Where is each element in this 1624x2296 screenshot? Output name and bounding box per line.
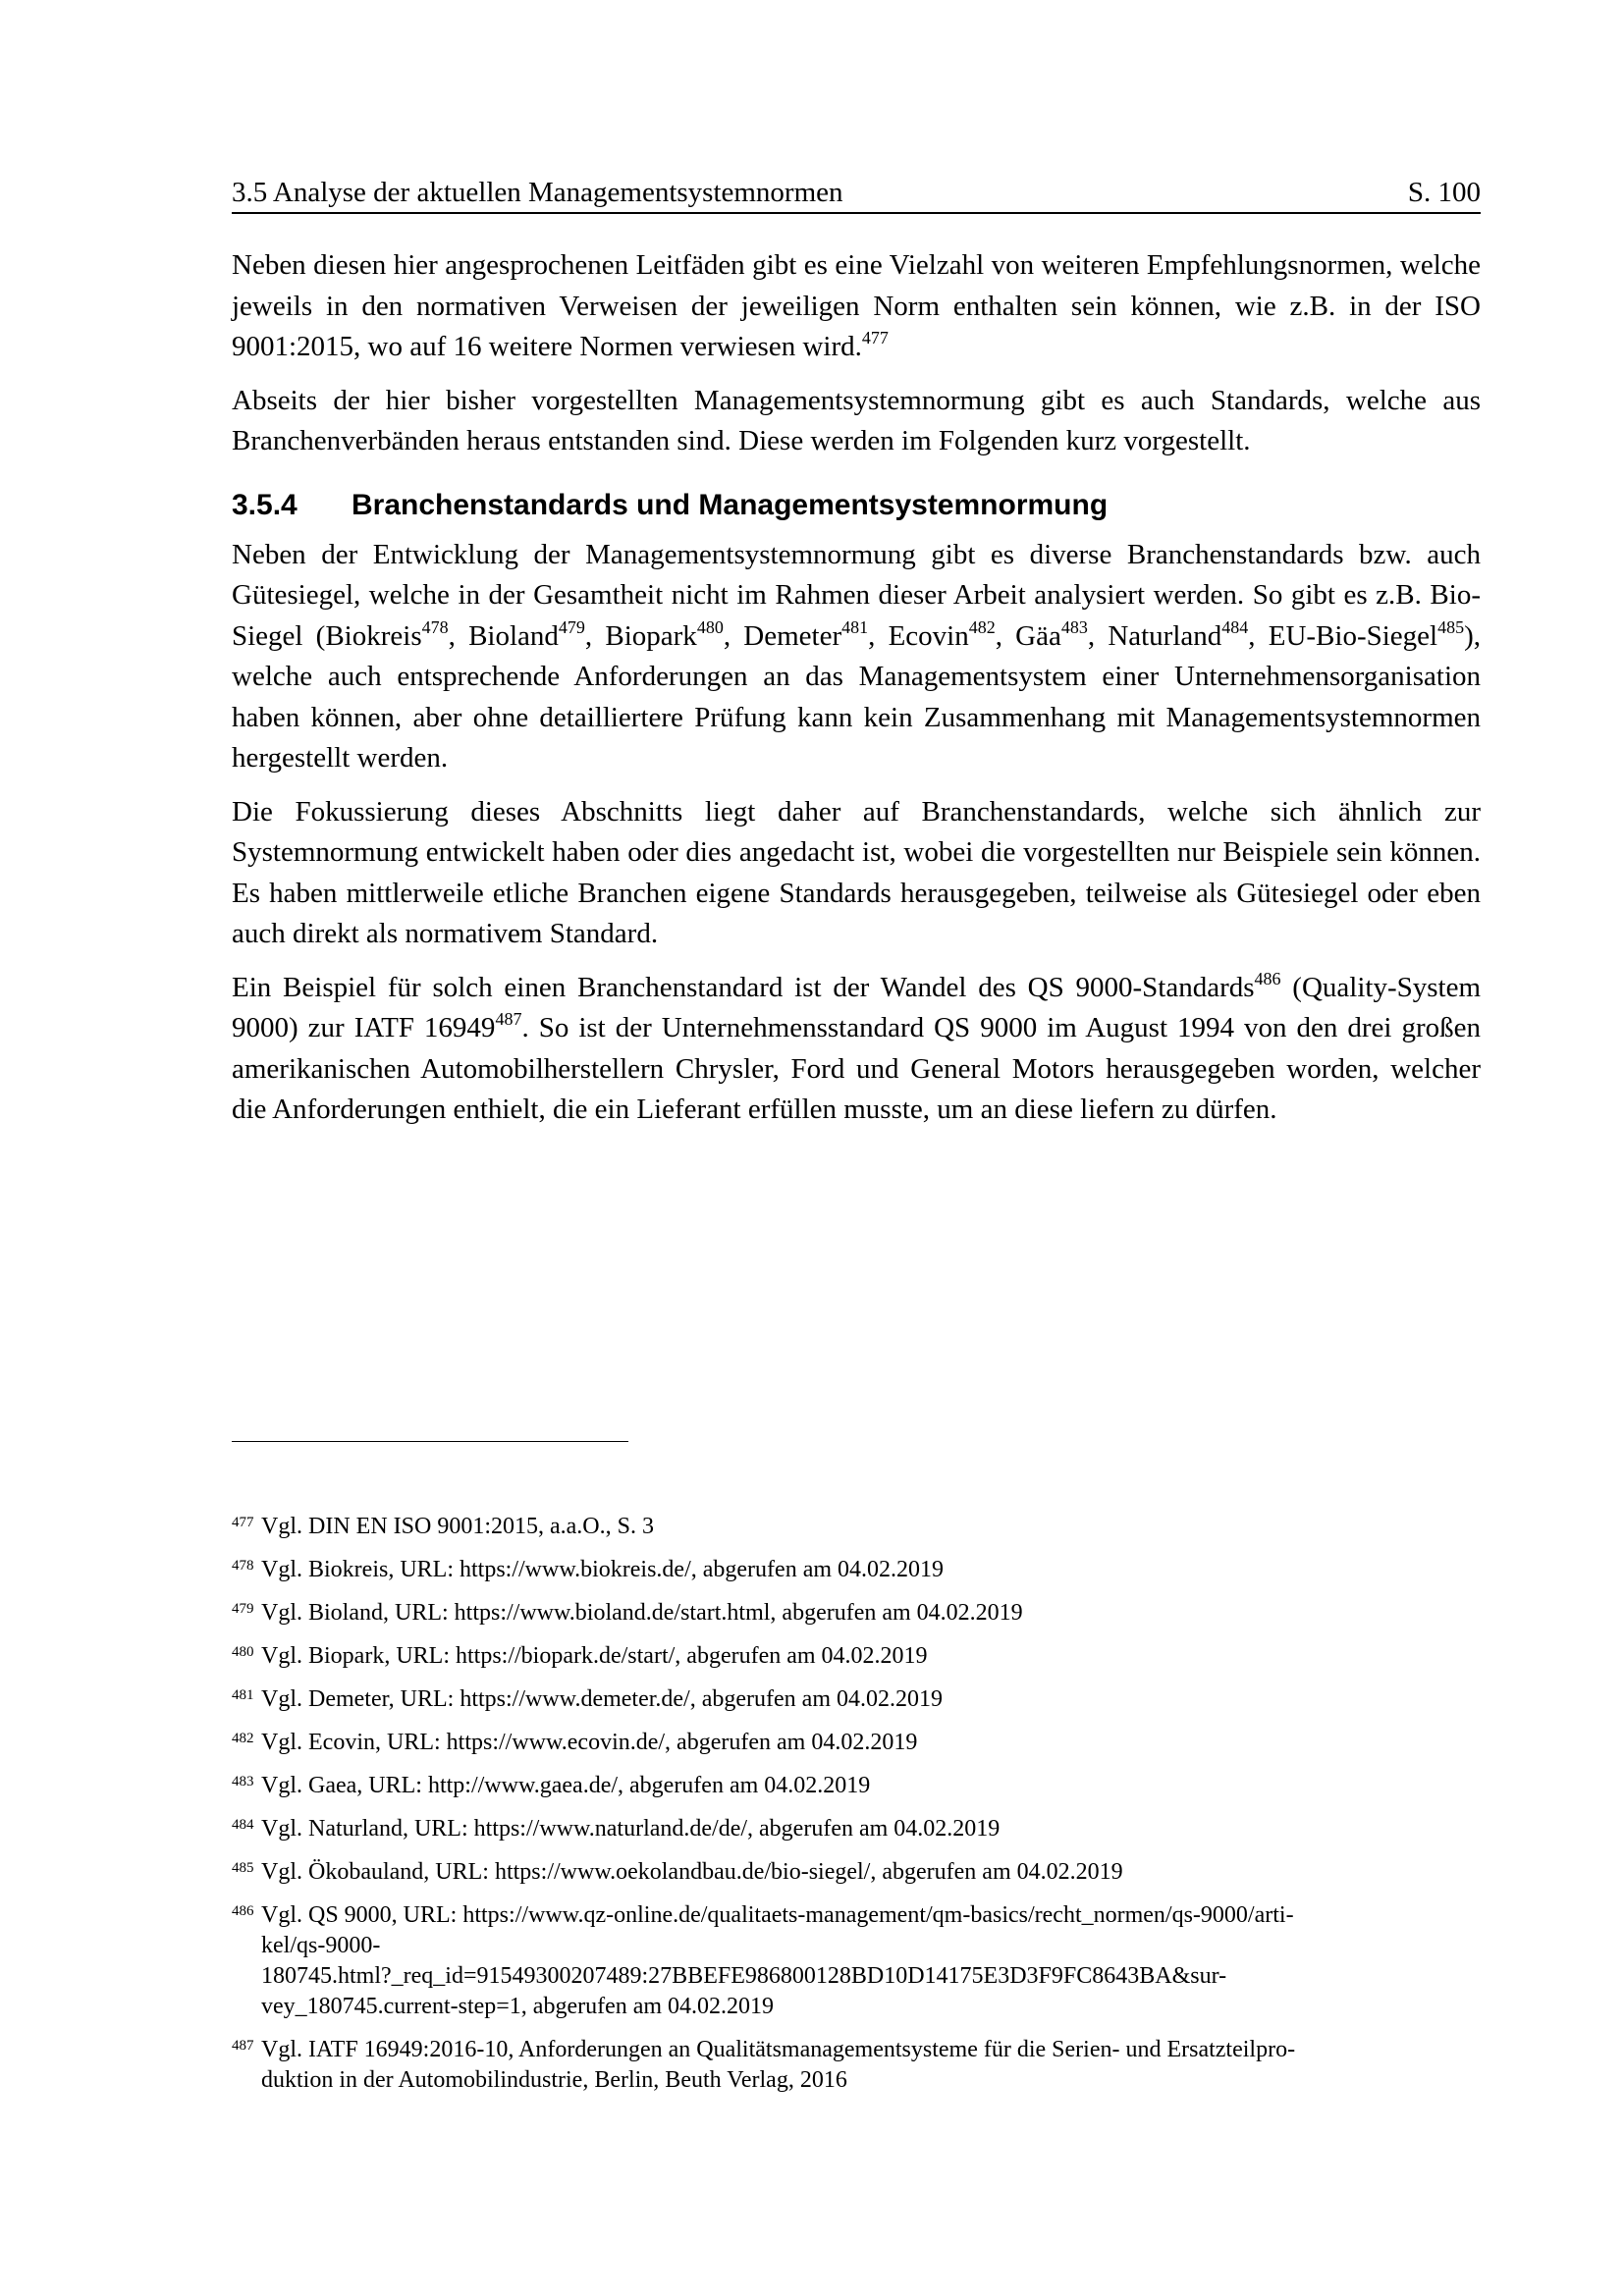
footnote-ref[interactable]: 483 [1060, 616, 1088, 637]
footnote-487 [232, 2035, 1481, 2096]
footnote-number: 483 [232, 1774, 254, 1789]
footnote-number: 480 [232, 1644, 254, 1660]
section-number: 3.5.4 [232, 488, 298, 521]
footnote-ref[interactable]: 481 [841, 616, 869, 637]
footnote-ref[interactable]: 486 [1254, 968, 1281, 988]
footnote-text: Vgl. Biopark, URL: https://biopark.de/start/, abgerufen am 04.02.2019 [261, 1643, 928, 1669]
footnote-text: Vgl. Naturland, URL: https://www.naturland.de/de/, abgerufen am 04.02.2019 [261, 1816, 1001, 1842]
footnote-477 [232, 1512, 1481, 1542]
footnote-text: Vgl. Ökobauland, URL: https://www.oekolandbau.de/bio-siegel/, abgerufen am 04.02.2019 [261, 1859, 1123, 1885]
footnote-text: Vgl. Bioland, URL: https://www.bioland.de/start.html, abgerufen am 04.02.2019 [261, 1600, 1023, 1626]
footnote-text: Vgl. IATF 16949:2016-10, Anforderungen an Qualitätsmanagementsysteme für die Serien- und Ersatzteilpro- duktion in der Automobilindustrie, Berlin, Beuth Verlag, 2016 [261, 2037, 1296, 2093]
footnote-number: 477 [232, 1515, 254, 1530]
paragraph-intro-2: Abseits der hier bisher vorgestellten Managementsystemnormung gibt es auch Standards, welche aus Branchenverbänden heraus entstanden sind. Diese werden im Folgenden kurz vorgestellt. [232, 384, 1481, 456]
section-heading [232, 486, 1481, 525]
paragraph-qs9000: Ein Beispiel für solch einen Branchenstandard ist der Wandel des QS 9000-Standards$^{486}$ (Quality-System 9000) zur IATF 16949$^{487}$. So ist der Unternehmensstandard QS 9000 im August 1994 von den drei großen amerikanischen Automobilherstellern Chrysler, Ford und General Motors herausgegeben worden, welcher die Anforderungen enthielt, die ein Lieferant erfüllen musste, um an diese liefern zu dürfen. [232, 968, 1482, 1125]
section-title: Branchenstandards und Managementsystemnormung [352, 488, 1109, 521]
footnote-ref[interactable]: 477 [861, 328, 889, 347]
footnote-text: Vgl. Demeter, URL: https://www.demeter.de/, abgerufen am 04.02.2019 [261, 1686, 943, 1712]
header-section-title: 3.5 Analyse der aktuellen Managementsystemnormen [232, 177, 843, 208]
footnote-ref[interactable]: 485 [1437, 616, 1465, 637]
running-header [232, 175, 1481, 214]
footnote-479 [232, 1598, 1481, 1629]
footnote-number: 485 [232, 1860, 254, 1876]
footnote-text: Vgl. DIN EN ISO 9001:2015, a.a.O., S. 3 [261, 1514, 654, 1539]
footnotes [232, 1512, 1481, 2109]
footnote-text: Vgl. QS 9000, URL: https://www.qz-online.de/qualitaets-management/qm-basics/recht_normen/qs-9000/arti- kel/qs-9000- 180745.html?_req_id=91549300207489:27BBEFE986800128BD10D14175E3D3F9FC8643BA&sur- vey_180745.current-step=1, abgerufen am 04.02.2019 [261, 1902, 1294, 2019]
footnote-separator [232, 1441, 628, 1442]
footnote-number: 478 [232, 1558, 254, 1574]
footnote-482 [232, 1728, 1481, 1758]
footnote-480 [232, 1641, 1481, 1672]
paragraph-intro-1: Neben diesen hier angesprochenen Leitfäden gibt es eine Vielzahl von weiteren Empfehlungsnormen, welche jeweils in den normativen Verweisen der jeweiligen Norm enthalten sein können, wie z.B. in der ISO 9001:2015, wo auf 16 weitere Normen verwiesen wird.$^{477}$ [232, 249, 1481, 362]
footnote-text: Vgl. Ecovin, URL: https://www.ecovin.de/, abgerufen am 04.02.2019 [261, 1730, 918, 1755]
body-text [232, 245, 1481, 1144]
footnote-number: 479 [232, 1601, 254, 1617]
footnote-ref[interactable]: 480 [696, 616, 724, 637]
footnote-number: 484 [232, 1817, 254, 1833]
footnote-478 [232, 1555, 1481, 1585]
footnote-ref[interactable]: 482 [968, 616, 996, 637]
footnote-485 [232, 1857, 1481, 1888]
header-page-number: S. 100 [1407, 177, 1481, 208]
footnote-number: 486 [232, 1903, 254, 1919]
footnote-483 [232, 1771, 1481, 1801]
footnote-484 [232, 1814, 1481, 1844]
footnote-ref[interactable]: 478 [421, 616, 449, 637]
footnote-ref[interactable]: 487 [495, 1009, 522, 1029]
footnote-486 [232, 1900, 1481, 2022]
paragraph-biosiegel: Neben der Entwicklung der Managementsystemnormung gibt es diverse Branchenstandards bzw. auch Gütesiegel, welche in der Gesamtheit nicht im Rahmen dieser Arbeit analysiert werden. So gibt es z.B. Bio-Siegel (Biokreis$^{478}$, Bioland$^{479}$, Biopark$^{480}$, Demeter$^{481}$, Ecovin$^{482}$, Gäa$^{483}$, Naturland$^{484}$, EU-Bio-Siegel$^{485}$), welche auch entsprechende Anforderungen an das Managementsystem einer Unternehmensorganisation haben können, aber ohne detailliertere Prüfung kann kein Zusammenhang mit Managementsystemnormen hergestellt werden. [232, 538, 1482, 774]
footnote-number: 487 [232, 2038, 254, 2054]
footnote-text: Vgl. Gaea, URL: http://www.gaea.de/, abgerufen am 04.02.2019 [261, 1773, 871, 1798]
footnote-number: 482 [232, 1731, 254, 1746]
footnote-number: 481 [232, 1687, 254, 1703]
footnote-text: Vgl. Biokreis, URL: https://www.biokreis.de/, abgerufen am 04.02.2019 [261, 1557, 945, 1582]
footnote-ref[interactable]: 479 [558, 616, 585, 637]
paragraph-focus: Die Fokussierung dieses Abschnitts liegt daher auf Branchenstandards, welche sich ähnlich zur Systemnormung entwickelt haben oder dies angedacht ist, wobei die vorgestellten nur Beispiele sein können. Es haben mittlerweile etliche Branchen eigene Standards herausgegeben, teilweise als Gütesiegel oder eben auch direkt als normativem Standard. [232, 795, 1481, 949]
footnote-481 [232, 1684, 1481, 1715]
footnote-ref[interactable]: 484 [1221, 616, 1249, 637]
